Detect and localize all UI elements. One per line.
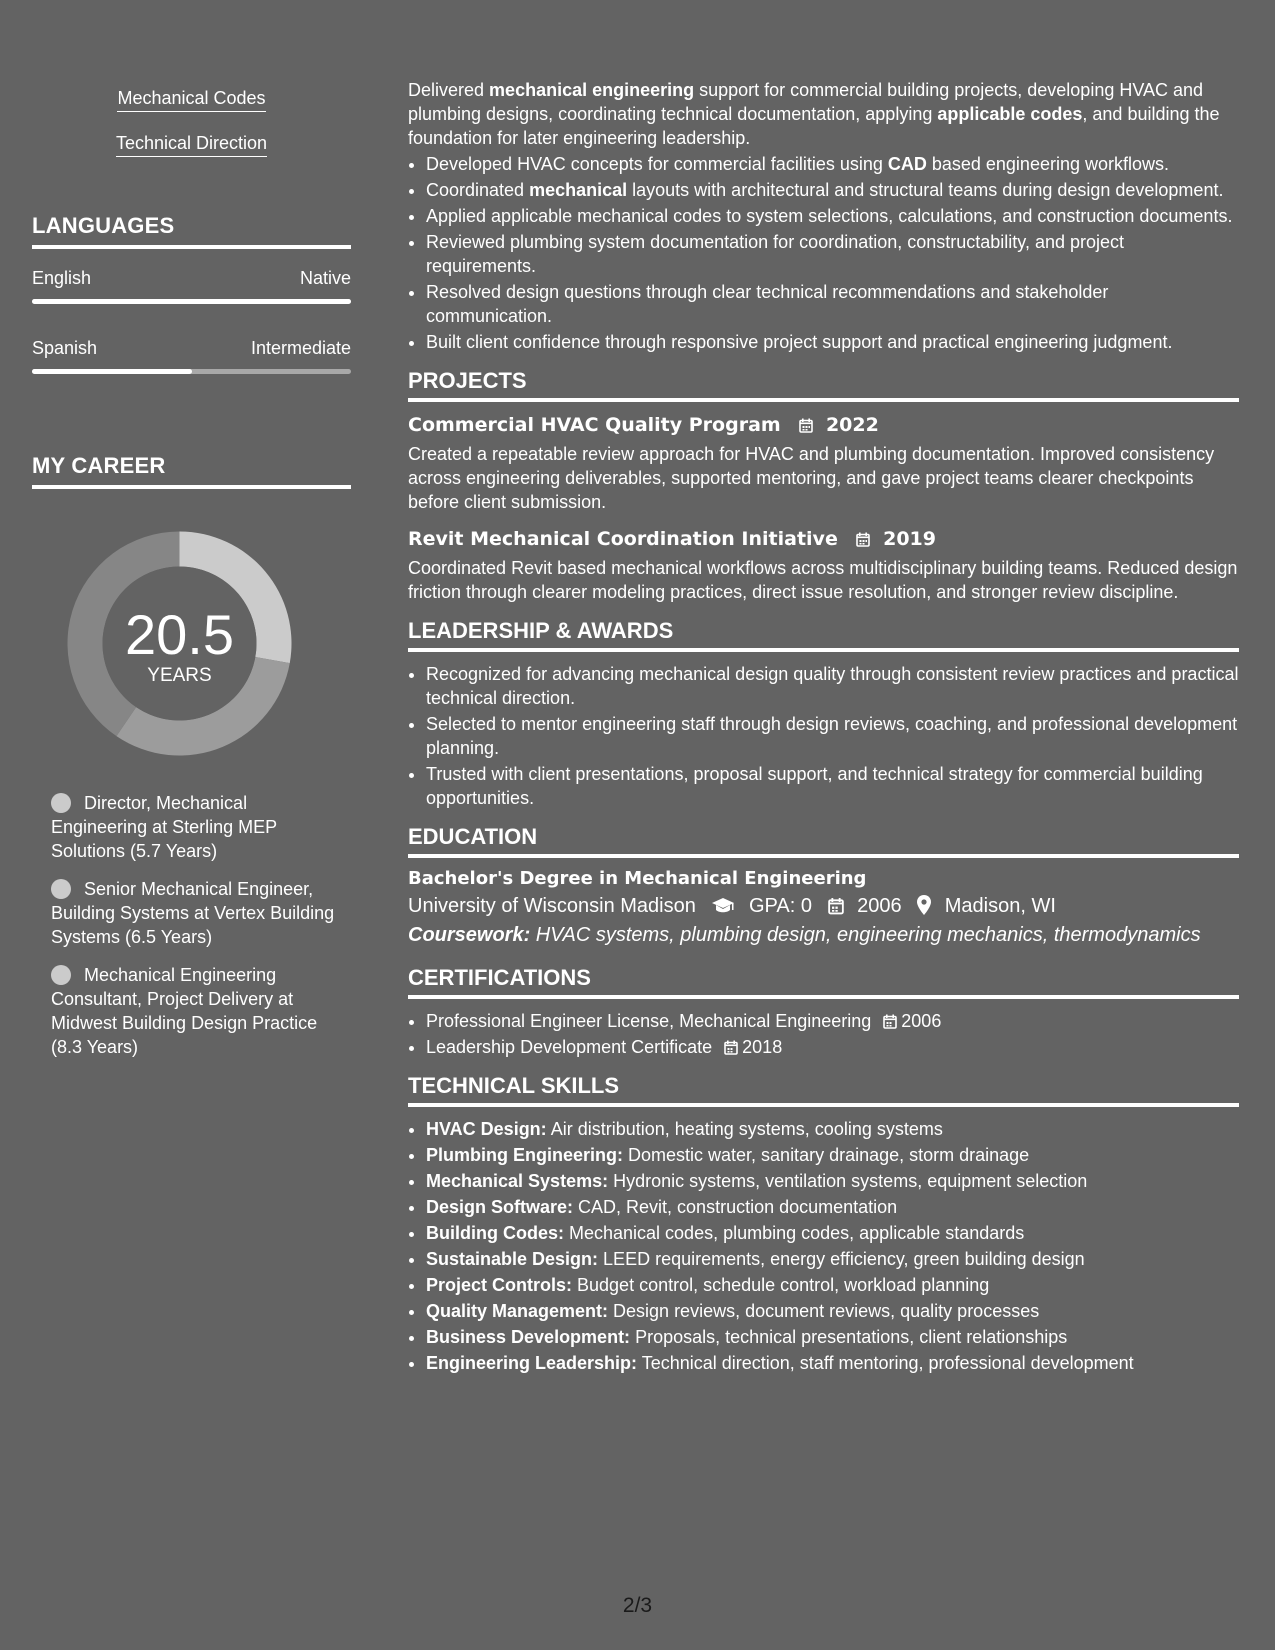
calendar-icon	[799, 418, 813, 433]
career-unit: YEARS	[147, 665, 212, 686]
language-bar-fill	[32, 299, 351, 304]
project-description: Coordinated Revit based mechanical workflows across multidisciplinary building teams. Reduced design friction through clearer modeling practices, direct issue resolution, and stronger review discipline.	[408, 558, 1238, 602]
skill-item: • HVAC Design: Air distribution, heating systems, cooling systems	[426, 1117, 1239, 1141]
skill-tag: Mechanical Codes	[32, 88, 351, 112]
language-level: Intermediate	[250, 338, 351, 358]
language-bar	[32, 369, 351, 374]
experience-bullets	[408, 152, 1239, 354]
experience-bullet: • Coordinated mechanical layouts with architectural and structural teams during design development.	[426, 178, 1239, 202]
leadership-item: • Selected to mentor engineering staff through design reviews, coaching, and professional development planning.	[426, 712, 1239, 760]
calendar-icon	[724, 1040, 738, 1055]
leadership-item: • Recognized for advancing mechanical design quality through consistent review practices and practical technical direction.	[426, 662, 1239, 710]
calendar-icon	[883, 1014, 897, 1029]
graduation-cap-icon	[711, 897, 735, 915]
experience-bullet: • Resolved design questions through clear technical recommendations and stakeholder communication.	[426, 280, 1239, 328]
career-item: Director, Mechanical Engineering at Sterling MEP Solutions (5.7 Years)	[51, 793, 277, 861]
skills-heading: TECHNICAL SKILLS	[408, 1073, 1239, 1107]
certifications-list	[408, 1009, 1239, 1059]
language-row	[32, 268, 351, 289]
skill-item: • Sustainable Design: LEED requirements, energy efficiency, green building design	[426, 1247, 1239, 1271]
main-content	[408, 78, 1239, 1377]
education-school: University of Wisconsin Madison	[408, 895, 696, 917]
donut-center	[67, 531, 292, 756]
career-list	[51, 791, 341, 1073]
leadership-heading: LEADERSHIP & AWARDS	[408, 618, 1239, 652]
language-bar	[32, 299, 351, 304]
career-heading: MY CAREER	[32, 453, 351, 489]
project-description: Created a repeatable review approach for HVAC and plumbing documentation. Improved consistency across engineering deliverables, supported mentoring, and gave project teams clearer checkpoints before client submission.	[408, 444, 1215, 512]
language-row	[32, 338, 351, 359]
project-year: 2019	[883, 528, 936, 550]
career-legend-dot	[51, 965, 71, 985]
skill-item: • Project Controls: Budget control, schedule control, workload planning	[426, 1273, 1239, 1297]
project-title: Revit Mechanical Coordination Initiative 2019	[408, 528, 936, 550]
skill-item: • Engineering Leadership: Technical direction, staff mentoring, professional development	[426, 1351, 1239, 1375]
career-legend-dot	[51, 793, 71, 813]
projects-heading: PROJECTS	[408, 368, 1239, 402]
project-year: 2022	[825, 414, 879, 436]
education-year: 2006	[857, 895, 902, 917]
experience-bullet: • Built client confidence through responsive project support and practical engineering judgment.	[426, 330, 1239, 354]
certifications-heading: CERTIFICATIONS	[408, 965, 1239, 999]
project-title: Commercial HVAC Quality Program 2022	[408, 414, 879, 436]
education-details	[408, 895, 1239, 918]
skill-tag: Technical Direction	[32, 133, 351, 157]
certification-item: • Professional Engineer License, Mechanical Engineering 2006	[426, 1009, 1239, 1033]
skill-item: • Mechanical Systems: Hydronic systems, ventilation systems, equipment selection	[426, 1169, 1239, 1193]
skills-list	[408, 1117, 1239, 1375]
calendar-icon	[828, 897, 844, 915]
languages-heading: LANGUAGES	[32, 213, 351, 249]
page-number: 2/3	[622, 1594, 653, 1617]
location-pin-icon	[917, 895, 931, 915]
education-gpa: GPA: 0	[749, 895, 812, 917]
education-coursework: Coursework: HVAC systems, plumbing design, engineering mechanics, thermodynamics	[408, 924, 1201, 946]
experience-summary: Delivered mechanical engineering support for commercial building projects, developing HVAC and plumbing designs, coordinating technical documentation, applying applicable codes, and building the foundation for later engineering leadership.	[408, 80, 1220, 148]
skill-item: • Design Software: CAD, Revit, construction documentation	[426, 1195, 1239, 1219]
career-donut-chart	[67, 531, 292, 756]
calendar-icon	[856, 532, 870, 547]
education-degree: Bachelor's Degree in Mechanical Engineering	[408, 868, 867, 889]
career-item: Senior Mechanical Engineer, Building Systems at Vertex Building Systems (6.5 Years)	[51, 879, 335, 947]
leadership-list	[408, 662, 1239, 810]
experience-bullet: • Reviewed plumbing system documentation for coordination, constructability, and project requirements.	[426, 230, 1239, 278]
career-legend-dot	[51, 879, 71, 899]
skill-item: • Business Development: Proposals, technical presentations, client relationships	[426, 1325, 1239, 1349]
experience-bullet: • Developed HVAC concepts for commercial facilities using CAD based engineering workflows.	[426, 152, 1239, 176]
certification-item: • Leadership Development Certificate 2018	[426, 1035, 1239, 1059]
skill-item: • Building Codes: Mechanical codes, plumbing codes, applicable standards	[426, 1221, 1239, 1245]
language-bar-fill	[32, 369, 192, 374]
language-name: Spanish	[32, 338, 98, 358]
education-heading: EDUCATION	[408, 824, 1239, 858]
experience-bullet: • Applied applicable mechanical codes to system selections, calculations, and construction documents.	[426, 204, 1239, 228]
career-total: 20.5	[125, 603, 234, 666]
language-level: Native	[299, 268, 351, 288]
language-name: English	[32, 268, 92, 288]
career-item: Mechanical Engineering Consultant, Project Delivery at Midwest Building Design Practice (8.3 Years)	[51, 965, 318, 1057]
leadership-item: • Trusted with client presentations, proposal support, and technical strategy for commercial building opportunities.	[426, 762, 1239, 810]
education-location: Madison, WI	[944, 895, 1056, 917]
skill-item: • Plumbing Engineering: Domestic water, sanitary drainage, storm drainage	[426, 1143, 1239, 1167]
skill-item: • Quality Management: Design reviews, document reviews, quality processes	[426, 1299, 1239, 1323]
